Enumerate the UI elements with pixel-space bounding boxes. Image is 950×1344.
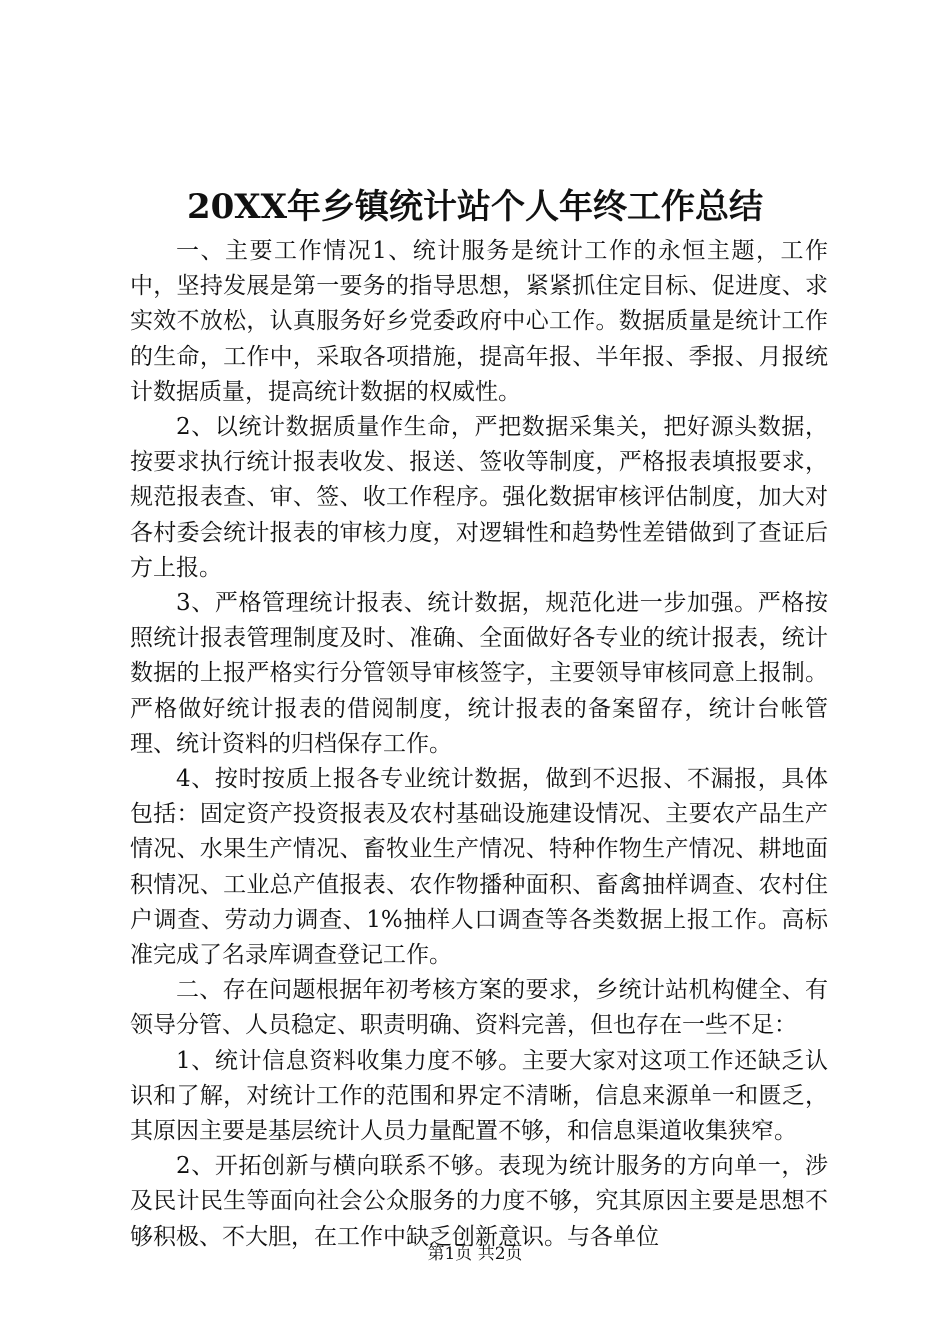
document-title: 20XX年乡镇统计站个人年终工作总结	[186, 187, 764, 227]
document-body	[130, 234, 828, 1255]
paragraph-1: 一、主要工作情况1、统计服务是统计工作的永恒主题，工作中，坚持发展是第一要务的指导思想，紧紧抓住定目标、促进度、求实效不放松，认真服务好乡党委政府中心工作。数据质量是统计工作的生命，工作中，采取各项措施，提高年报、半年报、季报、月报统计数据质量，提高统计数据的权威性。	[130, 238, 828, 405]
paragraph-3: 3、严格管理统计报表、统计数据，规范化进一步加强。严格按照统计报表管理制度及时、准确、全面做好各专业的统计报表，统计数据的上报严格实行分管领导审核签字，主要领导审核同意上报制。严格做好统计报表的借阅制度，统计报表的备案留存，统计台帐管理、统计资料的归档保存工作。	[130, 590, 828, 757]
paragraph-2: 2、以统计数据质量作生命，严把数据采集关，把好源头数据，按要求执行统计报表收发、报送、签收等制度，严格报表填报要求，规范报表查、审、签、收工作程序。强化数据审核评估制度，加大对各村委会统计报表的审核力度，对逻辑性和趋势性差错做到了查证后方上报。	[130, 414, 828, 581]
paragraph-6: 1、统计信息资料收集力度不够。主要大家对这项工作还缺乏认识和了解，对统计工作的范围和界定不清晰，信息来源单一和匮乏，其原因主要是基层统计人员力量配置不够，和信息渠道收集狭窄。	[130, 1047, 828, 1145]
paragraph-4: 4、按时按质上报各专业统计数据，做到不迟报、不漏报，具体包括：固定资产投资报表及农村基础设施建设情况、主要农产品生产情况、水果生产情况、畜牧业生产情况、特种作物生产情况、耕地面积情况、工业总产值报表、农作物播种面积、畜禽抽样调查、农村住户调查、劳动力调查、1%抽样人口调查等各类数据上报工作。高标准完成了名录库调查登记工作。	[130, 766, 828, 969]
page-number: 第1页 共2页	[427, 1244, 523, 1264]
paragraph-7: 2、开拓创新与横向联系不够。表现为统计服务的方向单一，涉及民计民生等面向社会公众服务的力度不够，究其原因主要是思想不够积极、不大胆，在工作中缺乏创新意识。与各单位	[130, 1153, 828, 1250]
paragraph-5: 二、存在问题根据年初考核方案的要求，乡统计站机构健全、有领导分管、人员稳定、职责明确、资料完善，但也存在一些不足：	[130, 977, 828, 1039]
